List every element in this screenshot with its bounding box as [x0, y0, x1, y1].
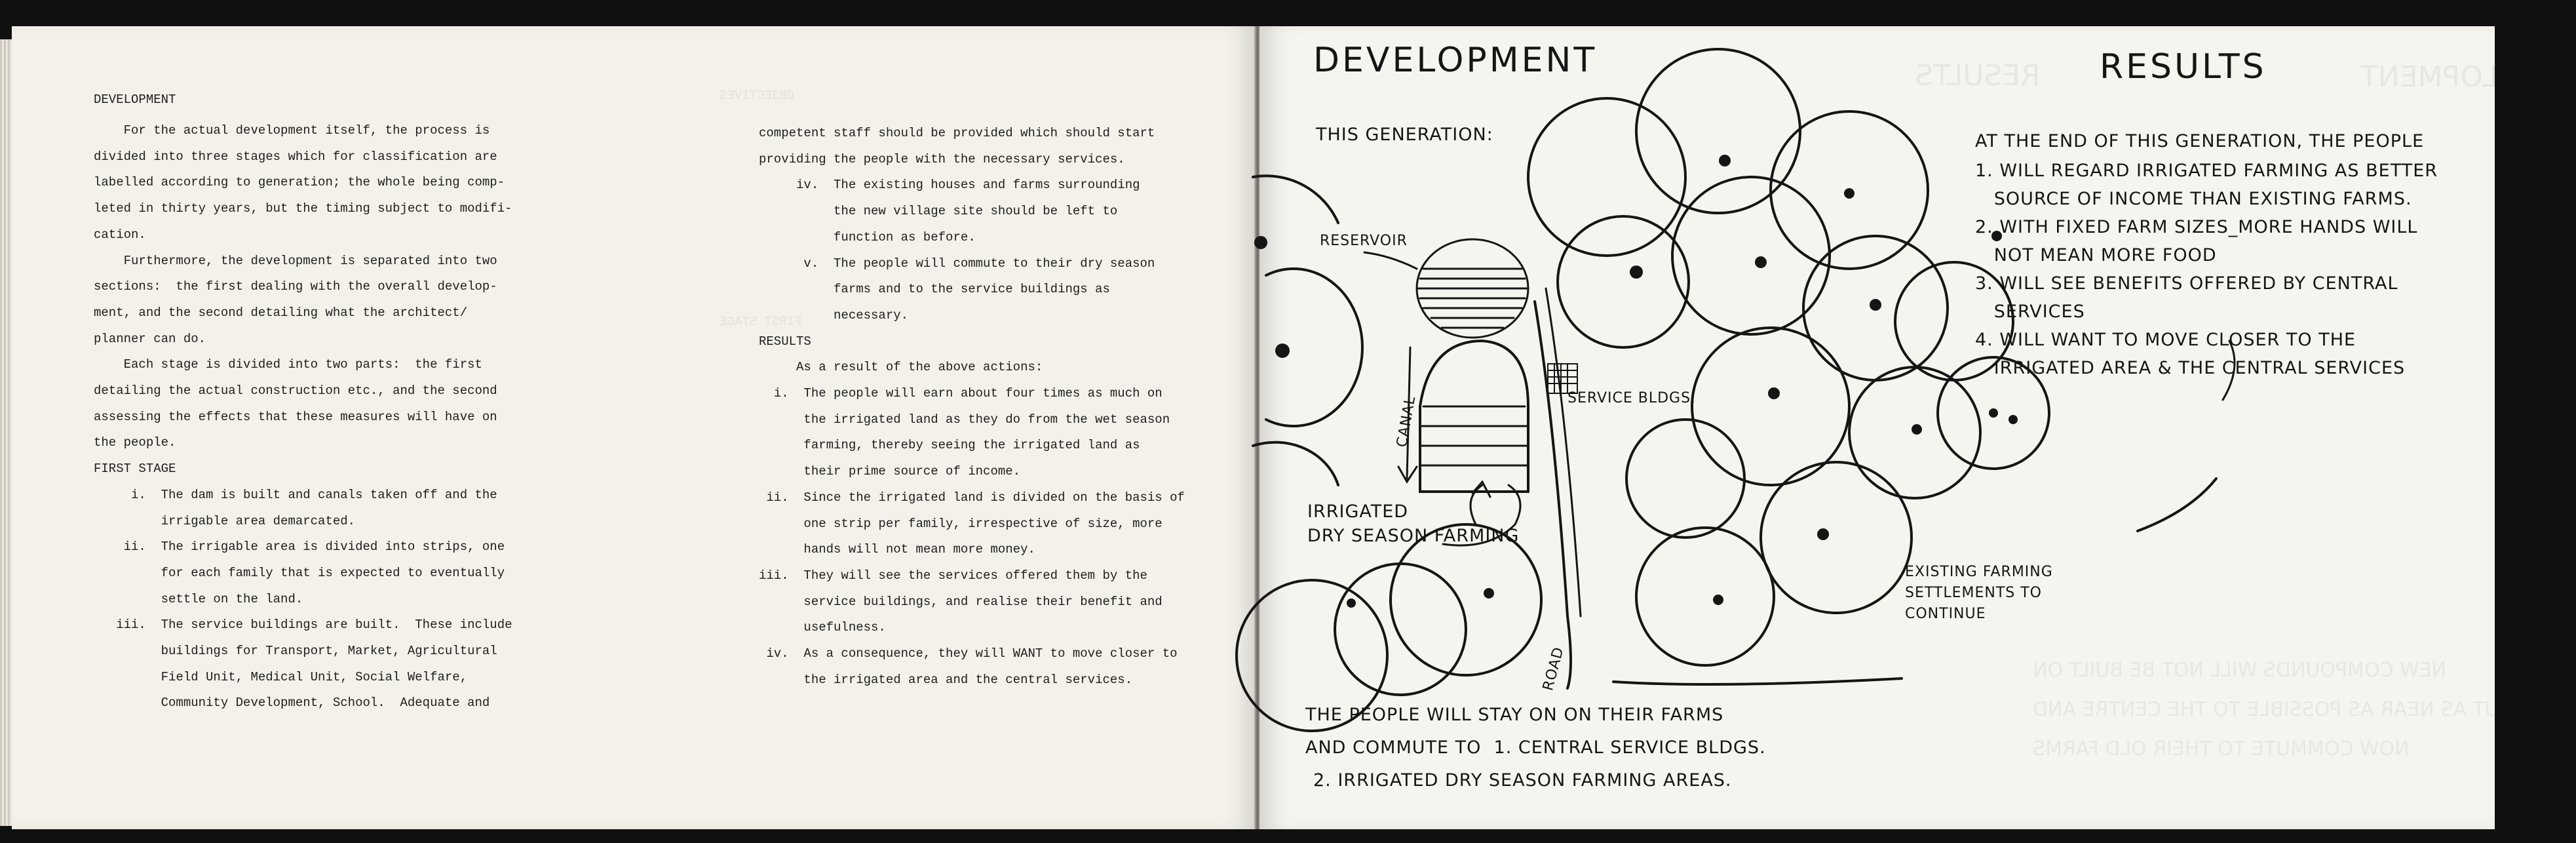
typed-line: As a result of the above actions: [759, 360, 1043, 375]
title-development: DEVELOPMENT [1313, 41, 1598, 80]
bleed-through-text: NOW COMMUTE TO THEIR OLD FARMS [2033, 737, 2410, 760]
typed-line: usefulness. [759, 620, 886, 635]
typed-line: For the actual development itself, the process is [94, 123, 490, 138]
typed-line: Each stage is divided into two parts: the first [94, 357, 482, 372]
typed-line: necessary. [759, 307, 909, 323]
service-buildings-label: SERVICE BLDGS. [1567, 390, 1697, 406]
typed-line: the irrigated area and the central services. [759, 672, 1133, 687]
generation-label: THIS GENERATION: [1316, 125, 1493, 145]
results-item: SOURCE OF INCOME THAN EXISTING FARMS. [1975, 189, 2412, 209]
ghost-title: DEVELOPMENT [2360, 60, 2576, 94]
bleed-through-text: FIRST STAGE [720, 315, 802, 329]
typed-line: the new village site should be left to [759, 204, 1118, 219]
typed-line: sections: the first dealing with the overall develop- [94, 279, 497, 294]
typed-line: i. The dam is built and canals taken off and the [94, 487, 497, 502]
results-item: NOT MEAN MORE FOOD [1975, 245, 2217, 265]
bleed-through-text: BUT AS NEAR AS POSSIBLE TO THE CENTRE AND [2033, 698, 2513, 721]
results-item: 1. WILL REGARD IRRIGATED FARMING AS BETTER [1975, 161, 2438, 181]
ghost-title: RESULTS [1915, 59, 2041, 92]
page-edges [0, 39, 12, 826]
typed-line: i. The people will earn about four times as much on [759, 386, 1163, 401]
canal-label: CANAL [1394, 395, 1419, 449]
typed-line: hands will not mean more money. [759, 542, 1035, 557]
typed-line: iv. As a consequence, they will WANT to move closer to [759, 646, 1178, 661]
title-results: RESULTS [2100, 47, 2267, 87]
typed-line: Furthermore, the development is separated into two [94, 253, 497, 268]
existing-farming-label: SETTLEMENTS TO [1905, 585, 2043, 601]
typed-line: RESULTS [759, 334, 811, 349]
typed-line: FIRST STAGE [94, 461, 176, 477]
typed-line: iv. The existing houses and farms surrounding [759, 178, 1140, 193]
typed-line: function as before. [759, 229, 976, 245]
typed-line: v. The people will commute to their dry season [759, 256, 1155, 271]
reservoir-label: RESERVOIR [1320, 233, 1408, 249]
existing-farming-label: CONTINUE [1905, 606, 1986, 622]
bottom-note-line: AND COMMUTE TO 1. CENTRAL SERVICE BLDGS. [1305, 737, 1766, 758]
results-intro: AT THE END OF THIS GENERATION, THE PEOPLE [1975, 131, 2425, 151]
typed-line: their prime source of income. [759, 464, 1021, 479]
typed-line: service buildings, and realise their benefit and [759, 594, 1163, 609]
bleed-through-text: NEW COMPOUNDS WILL NOT BE BUILT ON [2033, 659, 2447, 682]
typed-line: ii. The irrigable area is divided into strips, one [94, 539, 505, 555]
typed-line: leted in thirty years, but the timing subject to modifi- [94, 201, 512, 216]
typed-line: providing the people with the necessary services. [759, 151, 1125, 167]
bottom-note-line: THE PEOPLE WILL STAY ON ON THEIR FARMS [1305, 705, 1724, 725]
bottom-note-line: 2. IRRIGATED DRY SEASON FARMING AREAS. [1313, 770, 1732, 791]
bleed-through-text: OBJECTIVES [720, 88, 795, 103]
typed-line: divided into three stages which for classification are [94, 149, 497, 164]
typed-line: buildings for Transport, Market, Agricultural [94, 644, 497, 658]
section-title: DEVELOPMENT [94, 92, 176, 107]
results-item: IRRIGATED AREA & THE CENTRAL SERVICES [1975, 358, 2406, 378]
results-item: 2. WITH FIXED FARM SIZES_MORE HANDS WILL [1975, 217, 2418, 237]
typed-line: Field Unit, Medical Unit, Social Welfare, [94, 669, 468, 684]
typed-line: labelled according to generation; the whole being comp- [94, 175, 505, 190]
results-item: SERVICES [1975, 302, 2085, 322]
typed-line: detailing the actual construction etc., and the second [94, 383, 497, 398]
typed-line: for each family that is expected to eventually [94, 565, 505, 580]
typed-line: farming, thereby seeing the irrigated land as [759, 438, 1140, 453]
typed-line: one strip per family, irrespective of size, more [759, 516, 1163, 531]
typed-line: the people. [94, 435, 176, 450]
typed-line: planner can do. [94, 331, 206, 346]
typed-line: iii. They will see the services offered them by the [759, 568, 1147, 583]
left-page [12, 26, 1257, 829]
typed-line: ii. Since the irrigated land is divided on the basis of [759, 490, 1185, 505]
typed-line: the irrigated land as they do from the wet season [759, 412, 1170, 427]
typed-line: settle on the land. [94, 591, 303, 606]
dry-season-farming-label: DRY SEASON FARMING [1307, 526, 1520, 546]
typed-line: iii. The service buildings are built. These include [94, 618, 512, 633]
typed-line: farms and to the service buildings as [759, 282, 1110, 297]
irrigated-label: IRRIGATED [1307, 501, 1409, 522]
existing-farming-label: EXISTING FARMING [1905, 564, 2053, 580]
typed-line: ment, and the second detailing what the architect/ [94, 305, 468, 320]
typed-line: Community Development, School. Adequate and [94, 696, 490, 711]
right-page [1259, 26, 2576, 829]
results-item: 3. WILL SEE BENEFITS OFFERED BY CENTRAL [1975, 273, 2398, 294]
results-item: 4. WILL WANT TO MOVE CLOSER TO THE [1975, 330, 2356, 350]
typed-line: cation. [94, 227, 146, 242]
road-label: ROAD [1540, 645, 1567, 693]
typed-line: irrigable area demarcated. [94, 513, 356, 528]
typed-line: competent staff should be provided which should start [759, 126, 1155, 140]
typed-line: assessing the effects that these measures will have on [94, 409, 497, 424]
